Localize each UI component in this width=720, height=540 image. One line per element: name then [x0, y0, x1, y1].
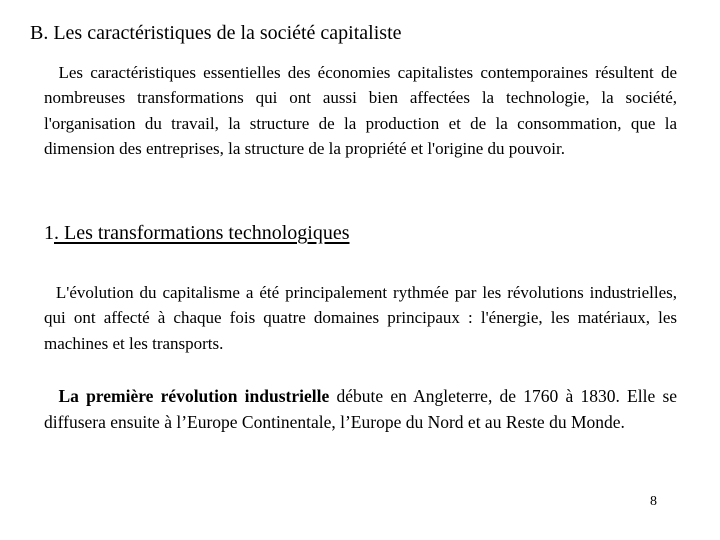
- section-heading: [44, 220, 350, 246]
- intro-paragraph-text: Les caractéristiques essentielles des économies capitalistes contemporaines résultent de nombreuses transformations qui ont aussi bien affectées la technologie, la société, l'organisation du travail, la structure de la production et de la consommation, que la dimension des entreprises, la structure de la propriété et l'origine du pouvoir.: [44, 63, 677, 158]
- evolution-paragraph-text: L'évolution du capitalisme a été principalement rythmée par les révolutions industrielles, qui ont affecté à chaque fois quatre domaines principaux : l'énergie, les matériaux, les machines et les transports.: [44, 283, 678, 353]
- evolution-paragraph: [44, 280, 677, 356]
- revolution-paragraph-rest: débute en Angleterre, de 1760 à 1830. Elle se diffusera ensuite à l’Europe Continentale, l’Europe du Nord et au Reste du Monde.: [44, 386, 678, 432]
- section-number: 1: [44, 222, 54, 244]
- intro-paragraph: [44, 60, 677, 161]
- section-title: . Les transformations technologiques: [54, 222, 350, 244]
- revolution-paragraph: [44, 384, 677, 436]
- slide-title: B. Les caractéristiques de la société capitaliste: [30, 22, 402, 44]
- page-number: 8: [650, 494, 657, 509]
- revolution-bold-lead: La première révolution industrielle: [58, 386, 330, 406]
